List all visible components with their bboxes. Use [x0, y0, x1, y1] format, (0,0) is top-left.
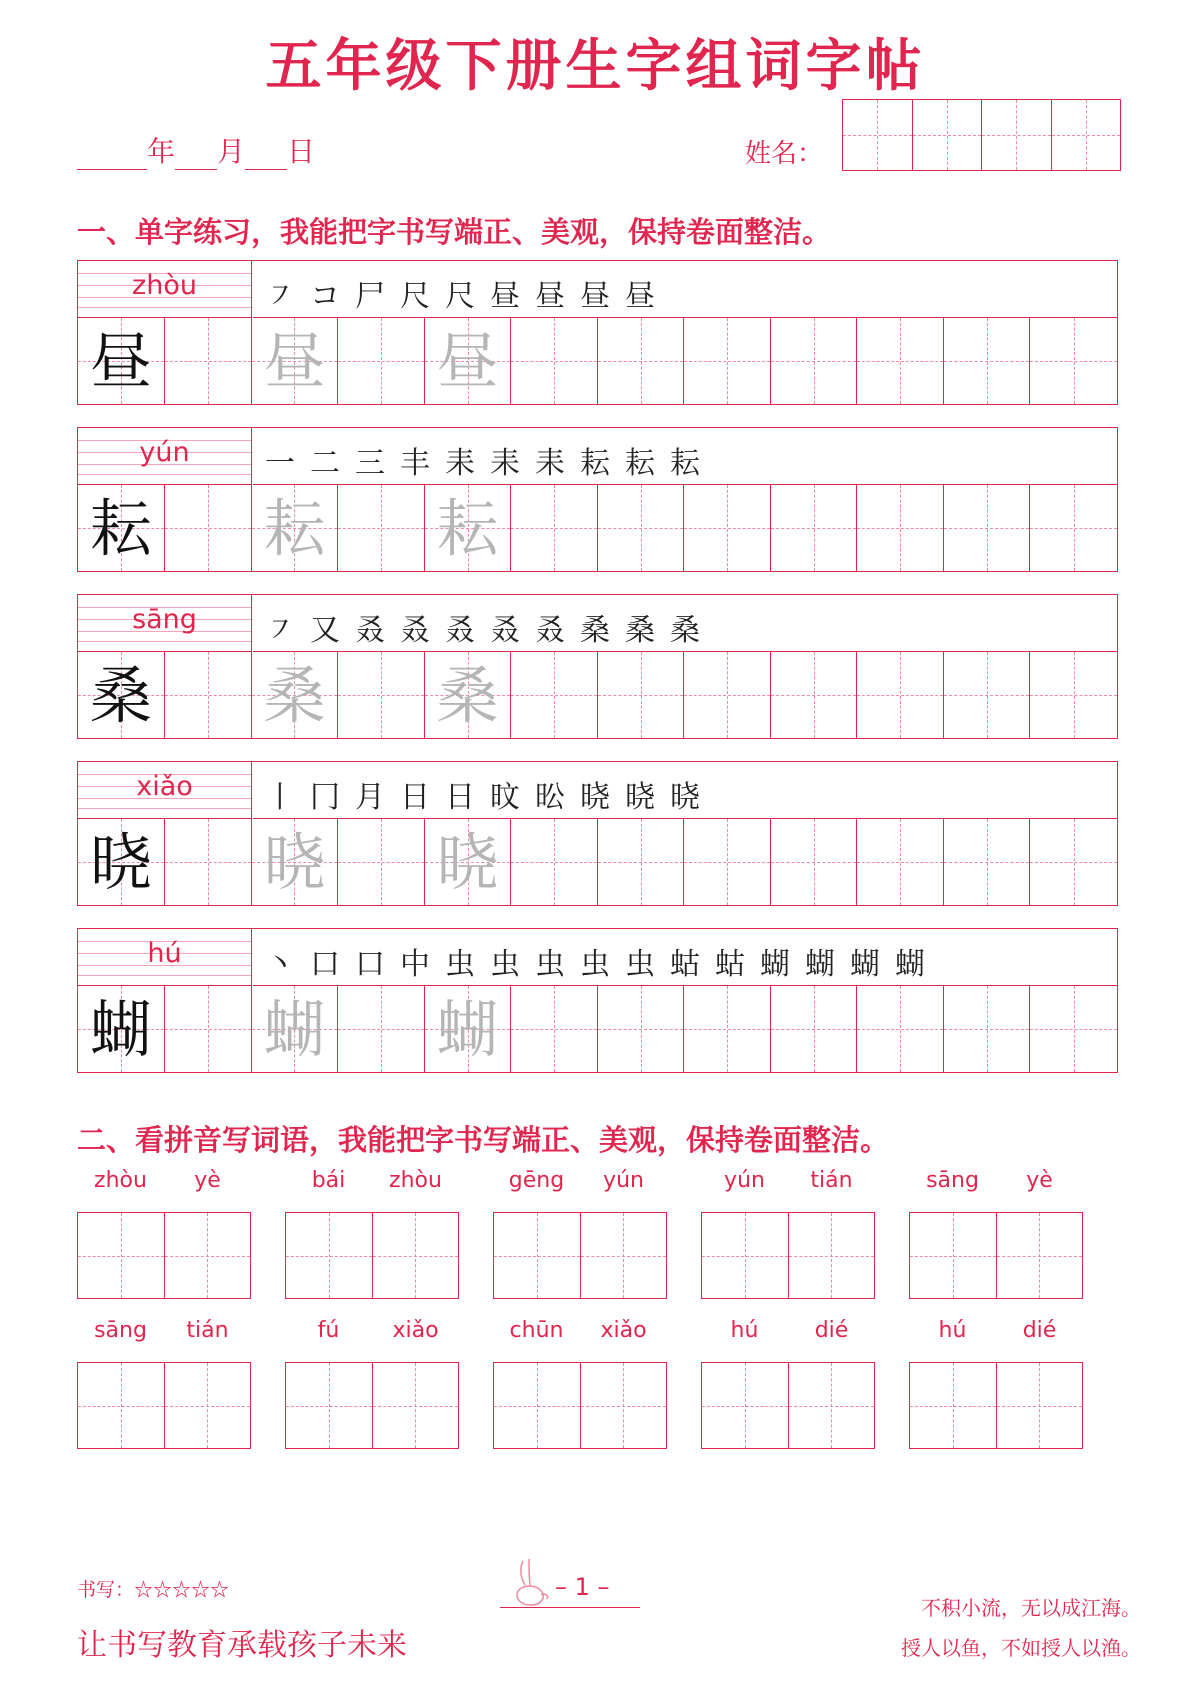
character-block — [77, 260, 1118, 405]
trace-character: 蝴 — [436, 993, 499, 1066]
stroke-step: 昼 — [580, 279, 610, 314]
word-boxes — [77, 1362, 251, 1449]
word-writing-cell[interactable] — [78, 1213, 165, 1298]
word-writing-cell[interactable] — [286, 1213, 373, 1298]
slogan: 让书写教育承载孩子未来 — [77, 1628, 407, 1663]
word-boxes — [701, 1362, 875, 1449]
word-writing-cell[interactable] — [910, 1213, 997, 1298]
word-pinyin-syllable: yè — [1026, 1168, 1053, 1193]
word-pinyin-syllable: zhòu — [389, 1168, 442, 1193]
day-blank[interactable] — [245, 143, 287, 170]
writing-cell[interactable] — [684, 819, 771, 905]
writing-cell[interactable] — [857, 986, 944, 1072]
writing-cell[interactable] — [511, 652, 598, 738]
writing-cell[interactable] — [1030, 652, 1117, 738]
word-pinyin-syllable: bái — [311, 1168, 346, 1193]
word-writing-cell[interactable] — [581, 1213, 667, 1298]
writing-cell[interactable] — [425, 485, 512, 571]
pinyin-label: yún — [139, 437, 190, 468]
writing-cell[interactable] — [252, 485, 339, 571]
word-writing-cell[interactable] — [286, 1363, 373, 1448]
character-block — [77, 761, 1118, 906]
word-writing-cell[interactable] — [165, 1213, 251, 1298]
writing-cell[interactable] — [252, 986, 339, 1072]
stroke-step: コ — [310, 279, 340, 314]
date-line — [77, 130, 315, 170]
writing-cell[interactable] — [425, 819, 512, 905]
word-pinyin-syllable: dié — [814, 1318, 849, 1343]
word-pinyin-syllable: yún — [603, 1168, 644, 1193]
trace-character: 晓 — [263, 826, 326, 899]
writing-cell[interactable] — [165, 485, 252, 571]
writing-cell[interactable] — [165, 986, 252, 1072]
word-boxes — [909, 1212, 1083, 1299]
writing-cell[interactable] — [1030, 986, 1117, 1072]
stroke-step: 叒 — [490, 613, 520, 648]
writing-cell[interactable] — [78, 986, 165, 1072]
writing-cell[interactable] — [1030, 318, 1117, 404]
word-boxes — [493, 1212, 667, 1299]
word-writing-cell[interactable] — [78, 1363, 165, 1448]
name-boxes[interactable] — [842, 99, 1121, 171]
word-pinyin — [701, 1318, 875, 1348]
word-pinyin — [77, 1168, 251, 1198]
trace-character: 桑 — [436, 659, 499, 732]
stroke-step: 蝴 — [805, 947, 835, 982]
word-pinyin — [909, 1168, 1083, 1198]
writing-grid-row — [78, 485, 1117, 571]
pinyin-guide-line — [78, 808, 251, 809]
writing-cell[interactable] — [598, 986, 685, 1072]
word-pinyin-syllable: sāng — [926, 1168, 979, 1193]
writing-cell[interactable] — [511, 819, 598, 905]
word-pinyin — [701, 1168, 875, 1198]
stroke-step: 桑 — [580, 613, 610, 648]
stroke-step: 耒 — [490, 446, 520, 481]
word-pinyin-syllable: xiǎo — [392, 1318, 439, 1343]
stroke-step: 昖 — [535, 780, 565, 815]
pinyin-label: xiǎo — [136, 771, 193, 802]
writing-cell[interactable] — [684, 986, 771, 1072]
stroke-step: 耘 — [670, 446, 700, 481]
writing-cell[interactable] — [338, 819, 425, 905]
stroke-step: 叒 — [445, 613, 475, 648]
word-pinyin-syllable: yè — [194, 1168, 221, 1193]
writing-cell[interactable] — [165, 318, 252, 404]
trace-character: 蝴 — [263, 993, 326, 1066]
writing-cell[interactable] — [1030, 485, 1117, 571]
stroke-step: 蛄 — [670, 947, 700, 982]
word-writing-cell[interactable] — [373, 1363, 459, 1448]
word-pinyin-syllable: yún — [724, 1168, 765, 1193]
pinyin-box — [78, 428, 252, 485]
word-pinyin-syllable: tián — [186, 1318, 229, 1343]
word-pinyin — [77, 1318, 251, 1348]
writing-cell[interactable] — [425, 652, 512, 738]
name-box[interactable] — [913, 100, 983, 170]
pinyin-box — [78, 261, 252, 318]
stroke-step: ㇇ — [265, 279, 295, 314]
page-number: – 1 – — [555, 1573, 610, 1601]
stroke-step: 尺 — [445, 279, 475, 314]
word-pinyin-syllable: hú — [730, 1318, 759, 1343]
name-box[interactable] — [982, 100, 1052, 170]
stroke-step: 丰 — [400, 446, 430, 481]
stroke-step: 二 — [310, 446, 340, 481]
stroke-step: 晓 — [625, 780, 655, 815]
stroke-step: 桑 — [625, 613, 655, 648]
trace-character: 昼 — [436, 325, 499, 398]
stroke-step: 叒 — [400, 613, 430, 648]
word-writing-cell[interactable] — [702, 1213, 789, 1298]
trace-character: 晓 — [436, 826, 499, 899]
writing-cell[interactable] — [78, 819, 165, 905]
word-writing-cell[interactable] — [789, 1363, 875, 1448]
day-label: 日 — [287, 135, 316, 168]
stroke-step: 昼 — [535, 279, 565, 314]
name-label: 姓名： — [745, 139, 824, 169]
stroke-step: 蝴 — [760, 947, 790, 982]
writing-cell[interactable] — [338, 485, 425, 571]
model-character: 耘 — [89, 492, 152, 565]
writing-cell[interactable] — [252, 318, 339, 404]
word-writing-cell[interactable] — [494, 1363, 581, 1448]
writing-cell[interactable] — [944, 485, 1031, 571]
stroke-step: 日 — [400, 780, 430, 815]
stroke-step: 尸 — [355, 279, 385, 314]
model-character: 昼 — [89, 325, 152, 398]
pinyin-guide-line — [78, 474, 251, 475]
stroke-step: 尺 — [400, 279, 430, 314]
word-boxes — [909, 1362, 1083, 1449]
writing-cell[interactable] — [511, 318, 598, 404]
character-block — [77, 594, 1118, 739]
trace-character: 桑 — [263, 659, 326, 732]
name-box[interactable] — [1052, 100, 1121, 170]
word-pinyin — [909, 1318, 1083, 1348]
month-blank[interactable] — [175, 143, 217, 170]
writing-grid-row — [78, 986, 1117, 1072]
word-pinyin-syllable: zhòu — [94, 1168, 147, 1193]
writing-cell[interactable] — [425, 318, 512, 404]
stroke-step: 蝴 — [895, 947, 925, 982]
word-boxes — [285, 1212, 459, 1299]
word-writing-cell[interactable] — [165, 1363, 251, 1448]
writing-cell[interactable] — [771, 819, 858, 905]
stroke-step: 丶 — [265, 947, 295, 982]
rabbit-icon — [505, 1555, 555, 1610]
stroke-step: 昼 — [490, 279, 520, 314]
writing-cell[interactable] — [684, 652, 771, 738]
stroke-step: 虫 — [625, 947, 655, 982]
writing-cell[interactable] — [598, 652, 685, 738]
word-writing-cell[interactable] — [910, 1363, 997, 1448]
writing-cell[interactable] — [857, 485, 944, 571]
stroke-step: 口 — [310, 947, 340, 982]
stroke-step: 虫 — [580, 947, 610, 982]
word-writing-cell[interactable] — [494, 1213, 581, 1298]
writing-cell[interactable] — [78, 318, 165, 404]
model-character: 桑 — [89, 659, 152, 732]
word-pinyin-syllable: gēng — [508, 1168, 565, 1193]
word-writing-cell[interactable] — [373, 1213, 459, 1298]
word-writing-cell[interactable] — [997, 1363, 1083, 1448]
word-pinyin-syllable: sāng — [94, 1318, 147, 1343]
word-pinyin — [285, 1168, 459, 1198]
writing-cell[interactable] — [771, 986, 858, 1072]
page-title: 五年级下册生字组词字帖 — [265, 34, 926, 99]
stroke-step: 又 — [310, 613, 340, 648]
name-box[interactable] — [843, 100, 913, 170]
word-boxes — [77, 1212, 251, 1299]
stroke-step: 冂 — [310, 780, 340, 815]
pinyin-box — [78, 595, 252, 652]
stroke-step: 中 — [400, 947, 430, 982]
year-label: 年 — [147, 135, 176, 168]
pinyin-guide-line — [78, 307, 251, 308]
stroke-step: 晓 — [670, 780, 700, 815]
stroke-step: 耒 — [535, 446, 565, 481]
writing-cell[interactable] — [165, 652, 252, 738]
writing-cell[interactable] — [684, 485, 771, 571]
writing-cell[interactable] — [598, 819, 685, 905]
stroke-order-row — [253, 428, 1117, 485]
word-writing-cell[interactable] — [702, 1363, 789, 1448]
writing-cell[interactable] — [771, 652, 858, 738]
year-blank[interactable] — [77, 143, 147, 170]
word-pinyin-syllable: tián — [810, 1168, 853, 1193]
word-writing-cell[interactable] — [581, 1363, 667, 1448]
stroke-step: 日 — [445, 780, 475, 815]
writing-cell[interactable] — [511, 485, 598, 571]
page-divider — [500, 1607, 640, 1608]
stroke-step: 叒 — [355, 613, 385, 648]
writing-grid-row — [78, 652, 1117, 738]
stroke-step: 虫 — [490, 947, 520, 982]
stroke-order-row — [253, 762, 1117, 819]
stroke-step: 虫 — [445, 947, 475, 982]
writing-cell[interactable] — [944, 318, 1031, 404]
writing-cell[interactable] — [338, 986, 425, 1072]
stroke-order-row — [253, 261, 1117, 318]
pinyin-box — [78, 929, 252, 986]
stroke-step: 耘 — [625, 446, 655, 481]
section-2-heading: 二、看拼音写词语，我能把字书写端正、美观，保持卷面整洁。 — [77, 1123, 890, 1157]
stroke-step: 旼 — [490, 780, 520, 815]
stroke-step: 昼 — [625, 279, 655, 314]
writing-cell[interactable] — [598, 485, 685, 571]
writing-cell[interactable] — [78, 485, 165, 571]
stroke-step: 丨 — [265, 780, 295, 815]
writing-cell[interactable] — [338, 652, 425, 738]
model-character: 蝴 — [89, 993, 152, 1066]
word-writing-cell[interactable] — [997, 1213, 1083, 1298]
trace-character: 昼 — [263, 325, 326, 398]
writing-cell[interactable] — [944, 652, 1031, 738]
writing-cell[interactable] — [857, 318, 944, 404]
word-pinyin — [493, 1168, 667, 1198]
stroke-step: 桑 — [670, 613, 700, 648]
writing-grid-row — [78, 819, 1117, 905]
stroke-order-row — [253, 929, 1117, 986]
stroke-step: 月 — [355, 780, 385, 815]
word-pinyin-syllable: hú — [938, 1318, 967, 1343]
pinyin-box — [78, 762, 252, 819]
quote-2: 授人以鱼，不如授人以渔。 — [901, 1636, 1141, 1660]
word-writing-cell[interactable] — [789, 1213, 875, 1298]
character-block — [77, 928, 1118, 1073]
writing-cell[interactable] — [511, 986, 598, 1072]
writing-cell[interactable] — [771, 318, 858, 404]
trace-character: 耘 — [436, 492, 499, 565]
word-pinyin — [285, 1318, 459, 1348]
writing-cell[interactable] — [252, 819, 339, 905]
pinyin-label: sāng — [132, 604, 197, 635]
stroke-step: ㇇ — [265, 613, 295, 648]
writing-cell[interactable] — [252, 652, 339, 738]
writing-rating: 书写：☆☆☆☆☆ — [77, 1579, 230, 1601]
stroke-step: 蛄 — [715, 947, 745, 982]
word-pinyin-syllable: fú — [317, 1318, 340, 1343]
pinyin-guide-line — [78, 641, 251, 642]
stroke-step: 叒 — [535, 613, 565, 648]
writing-cell[interactable] — [1030, 819, 1117, 905]
word-pinyin-syllable: xiǎo — [600, 1318, 647, 1343]
stroke-step: 虫 — [535, 947, 565, 982]
writing-cell[interactable] — [598, 318, 685, 404]
writing-cell[interactable] — [165, 819, 252, 905]
month-label: 月 — [217, 135, 246, 168]
word-pinyin — [493, 1318, 667, 1348]
pinyin-label: hú — [147, 938, 182, 969]
quote-1: 不积小流，无以成江海。 — [921, 1596, 1141, 1620]
writing-cell[interactable] — [425, 986, 512, 1072]
word-boxes — [493, 1362, 667, 1449]
stroke-step: 耘 — [580, 446, 610, 481]
stroke-step: 耒 — [445, 446, 475, 481]
stroke-order-row — [253, 595, 1117, 652]
model-character: 晓 — [89, 826, 152, 899]
writing-cell[interactable] — [857, 819, 944, 905]
writing-cell[interactable] — [684, 318, 771, 404]
stroke-step: 晓 — [580, 780, 610, 815]
pinyin-label: zhòu — [132, 270, 197, 301]
stroke-step: 口 — [355, 947, 385, 982]
writing-cell[interactable] — [771, 485, 858, 571]
writing-cell[interactable] — [944, 819, 1031, 905]
word-boxes — [701, 1212, 875, 1299]
writing-cell[interactable] — [338, 318, 425, 404]
stroke-step: 三 — [355, 446, 385, 481]
pinyin-guide-line — [78, 975, 251, 976]
stroke-step: 一 — [265, 446, 295, 481]
section-1-heading: 一、单字练习，我能把字书写端正、美观，保持卷面整洁。 — [77, 215, 832, 249]
word-pinyin-syllable: chūn — [509, 1318, 564, 1343]
word-pinyin-syllable: dié — [1022, 1318, 1057, 1343]
writing-grid-row — [78, 318, 1117, 404]
word-boxes — [285, 1362, 459, 1449]
trace-character: 耘 — [263, 492, 326, 565]
writing-cell[interactable] — [78, 652, 165, 738]
writing-cell[interactable] — [944, 986, 1031, 1072]
character-block — [77, 427, 1118, 572]
writing-cell[interactable] — [857, 652, 944, 738]
stroke-step: 蝴 — [850, 947, 880, 982]
